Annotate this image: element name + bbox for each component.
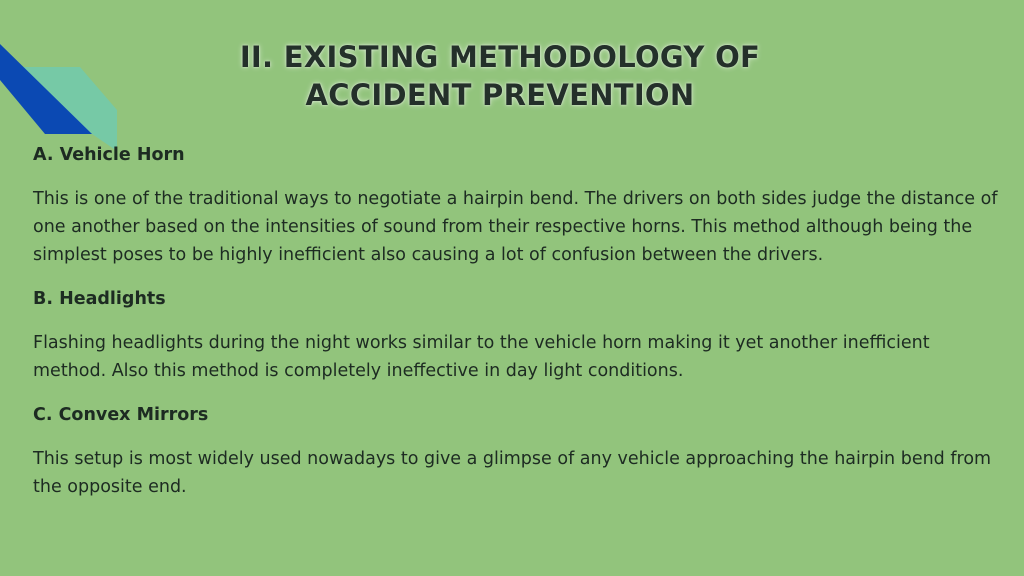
section-heading-convex-mirrors: C. Convex Mirrors (33, 405, 209, 425)
section-body-convex-mirrors: This setup is most widely used nowadays to give a glimpse of any vehicle approaching the hairpin bend from the opposite end. (33, 449, 992, 497)
title-line-2: ACCIDENT PREVENTION (305, 78, 695, 112)
section-body-vehicle-horn: This is one of the traditional ways to negotiate a hairpin bend. The drivers on both sides judge the distance of one another based on the intensities of sound from their respective horns. This method although being the simplest poses to be highly inefficient also causing a lot of confusion between the drivers. (33, 189, 998, 265)
section-body-headlights: Flashing headlights during the night works similar to the vehicle horn making it yet another inefficient method. Also this method is completely ineffective in day light conditions. (33, 333, 930, 381)
section-heading-headlights: B. Headlights (33, 289, 166, 309)
title-line-1: II. EXISTING METHODOLOGY OF (239, 40, 761, 74)
slide-content (33, 141, 1008, 501)
slide-title (0, 38, 1000, 114)
section-heading-vehicle-horn: A. Vehicle Horn (33, 145, 185, 165)
